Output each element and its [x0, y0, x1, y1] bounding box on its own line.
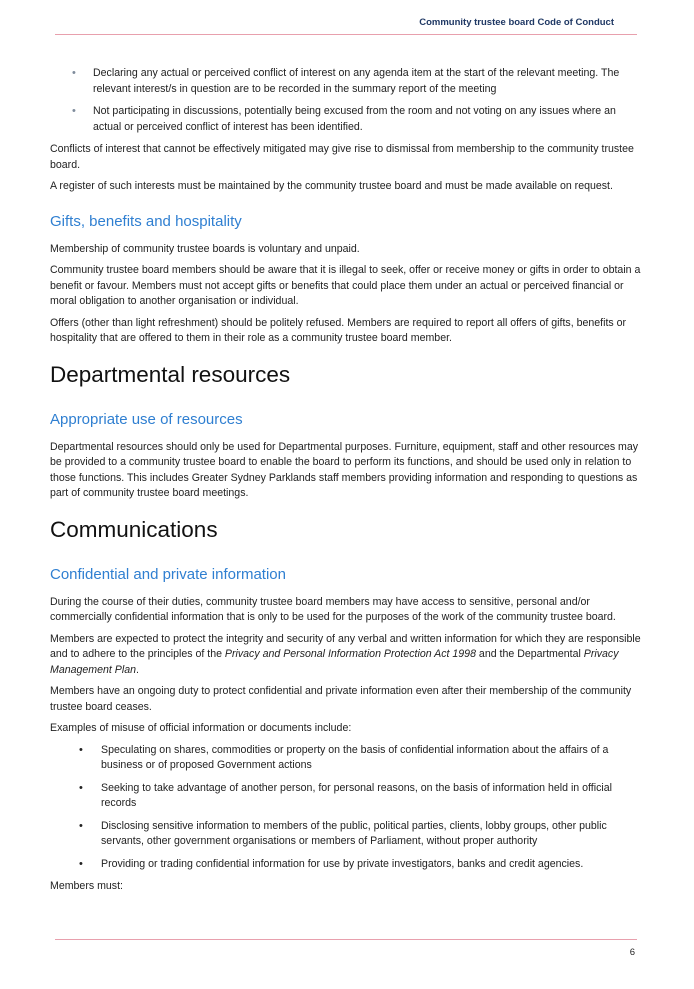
act-title: Privacy and Personal Information Protection Act 1998	[224, 648, 476, 660]
page-number: 6	[629, 947, 635, 958]
list-item: • Seeking to take advantage of another person, for personal reasons, on the basis of information held in official records	[79, 781, 612, 809]
list-item: • Not participating in discussions, potentially being excused from the room and not voting on any issues where an actual or perceived conflict of interest has been identified.	[72, 105, 616, 133]
footer-rule	[55, 939, 637, 940]
paragraph: Conflicts of interest that cannot be effectively mitigated may give rise to dismissal from membership to the community trustee board.	[50, 143, 634, 171]
paragraph: Community trustee board members should be aware that it is illegal to seek, offer or receive money or gifts in order to obtain a benefit or favour. Members must not accept gifts or benefits that could place them under an actual or perceived financial or moral obligation to another organisation or individual.	[50, 264, 641, 307]
header-rule	[55, 34, 637, 35]
list-item: • Disclosing sensitive information to members of the public, political parties, clients, lobby groups, other public servants, other government organisations or members of Parliament, without proper authority	[79, 819, 607, 847]
paragraph: Examples of misuse of official information or documents include:	[50, 722, 352, 734]
misuse-bullet-list	[50, 743, 644, 873]
section-heading-appropriate-use: Appropriate use of resources	[50, 410, 243, 428]
paragraph: Membership of community trustee boards is voluntary and unpaid.	[50, 242, 360, 255]
bullet-icon: •	[72, 105, 76, 117]
document-header-title: Community trustee board Code of Conduct	[419, 17, 614, 28]
chapter-heading-communications: Communications	[50, 516, 218, 542]
bullet-icon: •	[79, 819, 83, 832]
plan-title: Privacy Management Plan	[50, 648, 619, 676]
list-item: • Declaring any actual or perceived conflict of interest on any agenda item at the start of the relevant meeting. The relevant interest/s in question are to be recorded in the summary report of the meeting	[72, 67, 620, 95]
paragraph: Members are expected to protect the integrity and security of any verbal and written information for which they are responsible and to adhere to the principles of the Privacy and Personal Information Protection Act 1998 and the Departmental Privacy Management Plan.	[50, 632, 641, 676]
section-heading-confidential-info: Confidential and private information	[50, 565, 286, 583]
paragraph: Members have an ongoing duty to protect confidential and private information even after their membership of the community trustee board ceases.	[50, 685, 632, 713]
bullet-icon: •	[72, 67, 76, 79]
bullet-icon: •	[79, 743, 83, 756]
list-item: • Speculating on shares, commodities or property on the basis of confidential information about the affairs of a business or of proposed Government actions	[79, 743, 609, 771]
page-content	[50, 66, 644, 901]
conflict-bullet-list	[50, 66, 644, 135]
paragraph: During the course of their duties, community trustee board members may have access to sensitive, personal and/or commercially confidential information that is only to be used for the purposes of the work of the community trustee board.	[50, 595, 616, 623]
paragraph: A register of such interests must be maintained by the community trustee board and must be made available on request.	[50, 180, 613, 192]
paragraph: Members must:	[50, 880, 123, 892]
bullet-icon: •	[79, 781, 83, 794]
bullet-icon: •	[79, 857, 83, 870]
paragraph: Offers (other than light refreshment) should be politely refused. Members are required to report all offers of gifts, benefits or hospitality that are offered to them in their role as a community trustee board member.	[50, 316, 627, 344]
paragraph: Departmental resources should only be used for Departmental purposes. Furniture, equipment, staff and other resources may be provided to a community trustee board to enable the board to perform its functions, and should be used only in relation to those functions. This includes Greater Sydney Parklands staff members providing information and responding to questions as part of community trustee board meetings.	[50, 440, 639, 499]
section-heading-gifts: Gifts, benefits and hospitality	[50, 212, 242, 230]
list-item: • Providing or trading confidential information for use by private investigators, banks and credit agencies.	[50, 857, 644, 873]
chapter-heading-departmental-resources: Departmental resources	[50, 361, 291, 387]
